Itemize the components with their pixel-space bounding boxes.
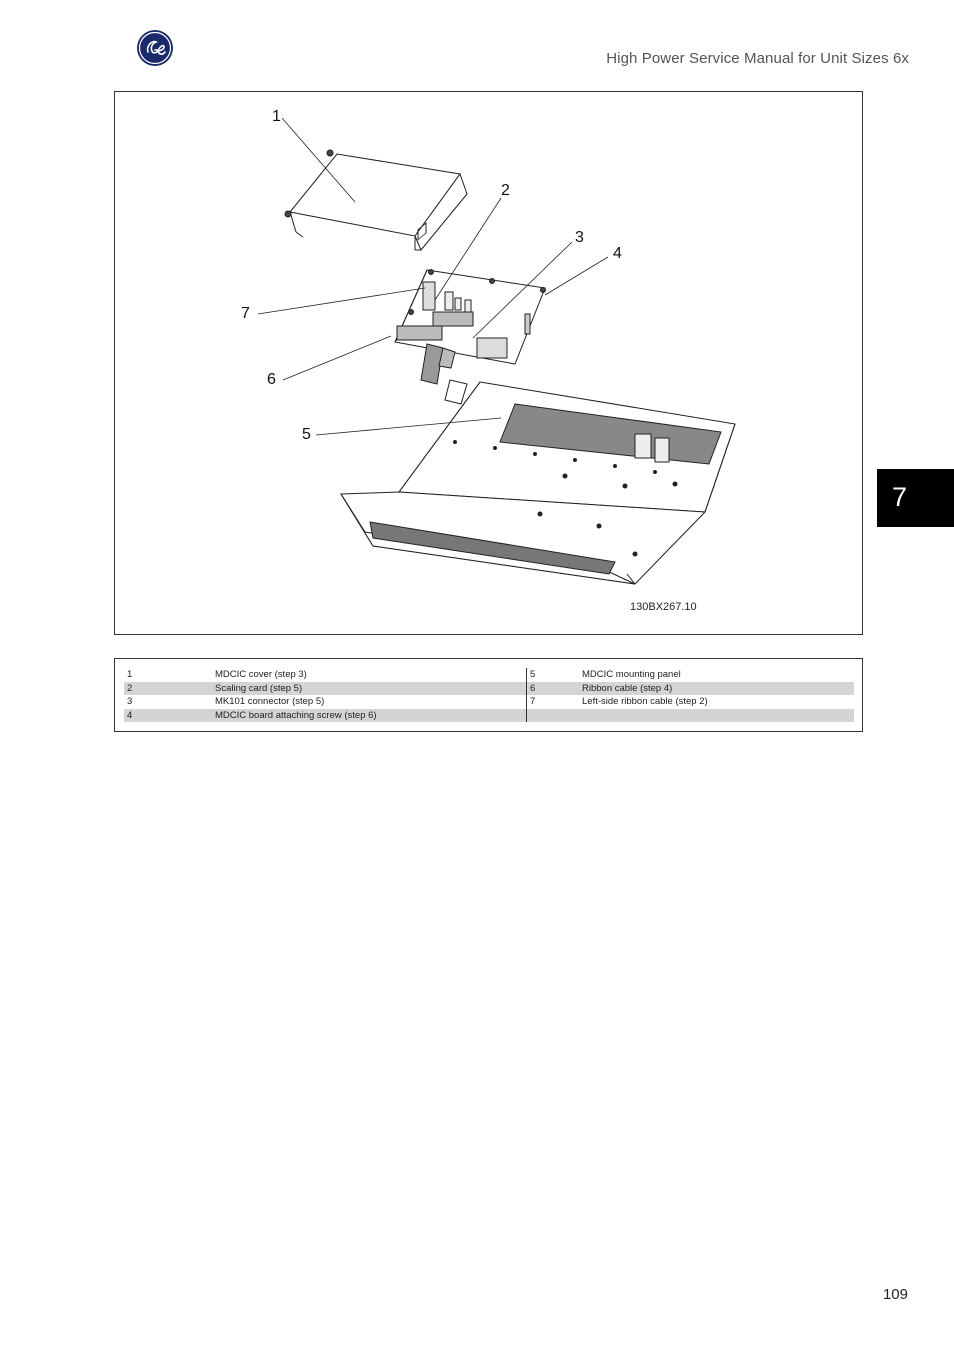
- legend-table: [114, 658, 863, 732]
- legend-row: [527, 682, 854, 696]
- callout-3: 3: [575, 229, 584, 246]
- callout-7: 7: [241, 305, 250, 322]
- legend-number: 3: [127, 696, 133, 707]
- legend-number: 5: [530, 669, 536, 680]
- header-title: High Power Service Manual for Unit Sizes 6x: [606, 50, 909, 67]
- figure-code: 130BX267.10: [630, 601, 697, 613]
- ge-logo: [136, 29, 174, 67]
- callout-2: 2: [501, 182, 510, 199]
- callout-6: 6: [267, 371, 276, 388]
- legend-row: [124, 709, 526, 723]
- legend-number: 2: [127, 682, 133, 694]
- legend-column-left: [124, 668, 527, 722]
- legend-row: [527, 668, 854, 682]
- legend-description: MK101 connector (step 5): [215, 696, 325, 707]
- legend-row: [527, 709, 854, 723]
- legend-number: 6: [530, 682, 536, 694]
- callout-4: 4: [613, 245, 622, 262]
- legend-column-right: [527, 668, 854, 722]
- callout-1: 1: [272, 108, 281, 125]
- exploded-view-figure: [114, 91, 863, 635]
- legend-description: Scaling card (step 5): [215, 682, 303, 694]
- chapter-number: 7: [892, 482, 908, 512]
- legend-description: MDCIC cover (step 3): [215, 669, 307, 680]
- legend-number: 4: [127, 709, 133, 721]
- legend-number: 7: [530, 696, 536, 707]
- legend-row: [124, 695, 526, 709]
- legend-description: MDCIC mounting panel: [582, 669, 681, 680]
- page-number: 109: [882, 1286, 908, 1303]
- legend-row: [527, 695, 854, 709]
- callout-5: 5: [302, 426, 311, 443]
- chapter-tab: [877, 469, 954, 527]
- legend-row: [124, 668, 526, 682]
- legend-row: [124, 682, 526, 696]
- exploded-view-drawing: [115, 92, 864, 636]
- legend-description: MDCIC board attaching screw (step 6): [215, 709, 377, 721]
- legend-description: Ribbon cable (step 4): [582, 682, 673, 694]
- legend-description: Left-side ribbon cable (step 2): [582, 696, 708, 707]
- legend-number: 1: [127, 669, 133, 680]
